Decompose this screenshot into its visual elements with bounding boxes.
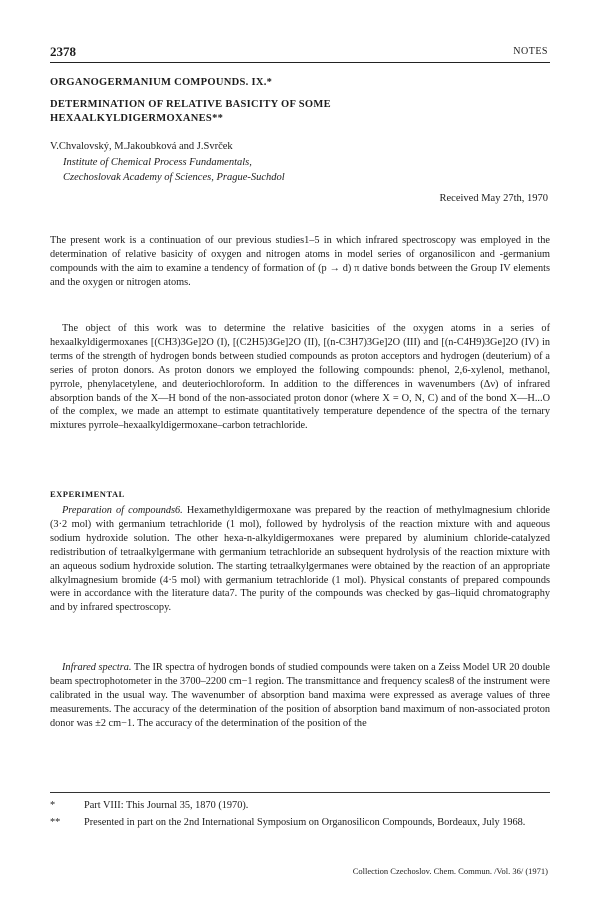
authors: V.Chvalovský, M.Jakoubková and J.Svrček [50, 141, 233, 152]
paragraph-infrared-label: Infrared spectra. [62, 662, 132, 673]
affiliation-line-2: Czechoslovak Academy of Sciences, Prague-Suchdol [63, 172, 285, 183]
footnote-1-mark: * [50, 800, 56, 811]
footnote-2 [50, 816, 550, 830]
affiliation [63, 155, 463, 185]
paragraph-infrared [50, 661, 550, 731]
footnote-2-mark: ** [50, 817, 61, 828]
journal-citation: Collection Czechoslov. Chem. Commun. /Vol. 36/ (1971) [352, 866, 548, 876]
footnote-2-text: Presented in part on the 2nd International Symposium on Organosilicon Compounds, Bordeaux, July 1968. [84, 817, 526, 828]
affiliation-line-1: Institute of Chemical Process Fundamentals, [63, 157, 252, 168]
article-subtitle: DETERMINATION OF RELATIVE BASICITY OF SOME HEXAALKYLDIGERMOXANES** [50, 99, 331, 124]
footnote-rule [50, 792, 550, 793]
received-date: Received May 27th, 1970 [439, 193, 548, 204]
footnote-1-text: Part VIII: This Journal 35, 1870 (1970). [84, 800, 249, 811]
paragraph-preparation-label: Preparation of compounds6. [62, 505, 183, 516]
article-title: ORGANOGERMANIUM COMPOUNDS. IX.* [50, 77, 273, 88]
paragraph-intro: The present work is a continuation of our previous studies1–5 in which infrared spectroscopy was employed in the determination of relative basicity of oxygen and nitrogen atoms in model series of organosilicon and -germanium compounds with the aim to examine a tendency of formation of (p → d) π dative bonds between the Group IV elements and the oxygen or nitrogen atoms. [50, 235, 550, 288]
header-rule [50, 62, 550, 63]
paragraph-objective: The object of this work was to determine the relative basicities of the oxygen atoms in a series of hexaalkyldigermoxanes [(CH3)3Ge]2O (I), [(C2H5)3Ge]2O (II), [(n-C3H7)3Ge]2O (III) and [(n-C4H9)3Ge]2O (IV) in terms of the strength of hydrogen bonds between studied compounds as proton acceptors and hydrogen (deuterium) of a series of proton donors. As proton donors we employed the following compounds: phenol, 2,6-xylenol, methanol, pyrrole, phenylacetylene, and deuteriochloroform. In addition to the differences in wavenumbers (Δν) of infrared absorption bands of the X—H bond of the non-associated proton donor (where X = O, N, C) and of the bond X—H...O of the complex, we made an attempt to estimate quantitatively temperature dependence of the spectra of the ternary mixtures pyrrole–hexaalkyldigermoxane–carbon tetrachloride. [50, 323, 550, 432]
paragraph-infrared-text: The IR spectra of hydrogen bonds of studied compounds were taken on a Zeiss Model UR 20 double beam spectrophotometer in the 3700–2200 cm−1 region. The transmittance and frequency scales8 of the instrument were calibrated in the usual way. The wavenumber of absorption band maxima were expressed as average values of three measurements. The accuracy of the determination of the position of absorption band maximum of non-associated proton donor was ±2 cm−1. The accuracy of the determination of the position of the [50, 662, 550, 729]
section-label: NOTES [513, 46, 548, 57]
section-heading-experimental: EXPERIMENTAL [50, 489, 125, 499]
page-number: 2378 [50, 44, 76, 59]
footnote-1 [50, 799, 550, 813]
paragraph-preparation [50, 504, 550, 615]
paragraph-preparation-text: Hexamethyldigermoxane was prepared by the reaction of methylmagnesium chloride (3·2 mol) with germanium tetrachloride (1 mol), followed by hydrolysis of the reaction mixture with and aqueous sodium hydroxide solution. The other hexa-n-alkyldigermoxanes were prepared by aluminium chloride-catalyzed redistribution of tetraalkylgermane with germanium tetrachloride an subsequent hydrolysis of the reaction mixture with an aqueous sodium hydroxide solution. The starting tetraalkylgermanes were obtained by the reaction of an appropriate alkylmagnesium bromide (4·5 mol) with germanium tetrachloride (1 mol). Physical constants of prepared compounds were in accordance with the literature data7. The purity of the compounds was checked by gas–liquid chromatography and by infrared spectroscopy. [50, 505, 550, 614]
